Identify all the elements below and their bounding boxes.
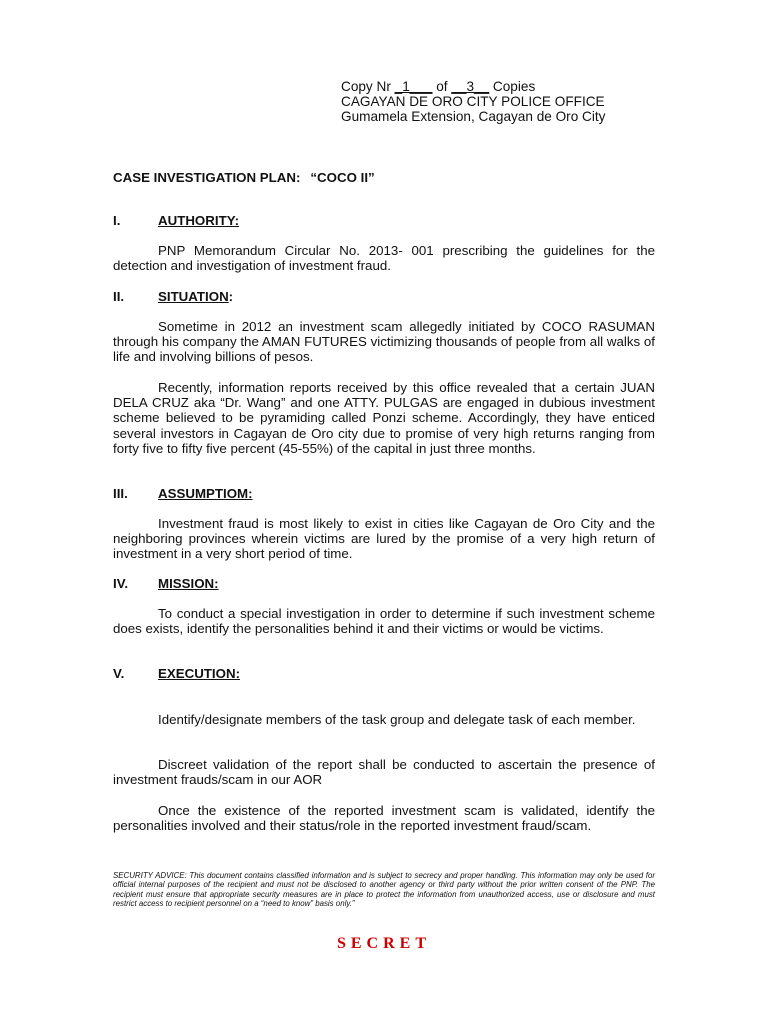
execution-paragraph-1: Identify/designate members of the task group and delegate task of each member. (158, 712, 636, 727)
situation-paragraph-2: Recently, information reports received by this office revealed that a certain JUAN DELA CRUZ aka “Dr. Wang” and one ATTY. PULGAS are engaged in dubious investment scheme believed to be pyramiding called Ponzi scheme. Accordingly, they have enticed several investors in Cagayan de Oro city due to promise of very high returns ranging from forty five to fifty five percent (45-55%) of the capital in just three months. (113, 380, 655, 456)
office-name: CAGAYAN DE ORO CITY POLICE OFFICE (341, 94, 605, 109)
case-title (113, 170, 375, 185)
section-heading-authority: I. AUTHORITY: (113, 213, 240, 228)
classification-marking: SECRET (336, 935, 432, 952)
section-heading-assumption: III. ASSUMPTIOM: (113, 486, 253, 501)
section-heading-execution: V. EXECUTION: (113, 666, 241, 681)
office-address: Gumamela Extension, Cagayan de Oro City (341, 109, 606, 124)
authority-paragraph: PNP Memorandum Circular No. 2013- 001 prescribing the guidelines for the detection and investigation of investment fraud. (113, 243, 655, 274)
assumption-paragraph: Investment fraud is most likely to exist in cities like Cagayan de Oro City and the neighboring provinces wherein victims are lured by the promise of a very high return of investment in a very short period of time. (113, 516, 655, 562)
copy-total: __3__ (451, 79, 490, 94)
security-advice: SECURITY ADVICE: This document contains classified information and is subject to secrecy and proper handling. This information may only be used for official internal purposes of the recipient and must not be disclosed to another agency or third party without the prior written consent of the PNP. The recipient must ensure that appropriate security measures are in place to protect the information from unauthorized access, use or disclosure and must restrict access to recipient personnel on a “need to know” basis only.” (113, 871, 655, 909)
case-label: CASE INVESTIGATION PLAN: (113, 170, 301, 185)
mission-paragraph: To conduct a special investigation in order to determine if such investment scheme does exists, identify the personalities behind it and their victims or would be victims. (113, 606, 655, 637)
situation-paragraph-1: Sometime in 2012 an investment scam allegedly initiated by COCO RASUMAN through his company the AMAN FUTURES victimizing thousands of people from all walks of life and involving billions of pesos. (113, 319, 655, 365)
document-header (341, 79, 605, 124)
execution-paragraph-2: Discreet validation of the report shall be conducted to ascertain the presence of investment frauds/scam in our AOR (113, 757, 655, 788)
section-heading-mission: IV. MISSION: (113, 576, 219, 591)
execution-paragraph-3: Once the existence of the reported investment scam is validated, identify the personalities involved and their status/role in the reported investment fraud/scam. (113, 803, 655, 834)
copy-number: _1___ (394, 79, 433, 94)
section-heading-situation: II. SITUATION: (113, 289, 234, 304)
case-code: “COCO II” (310, 170, 375, 185)
copy-number-line: Copy Nr _1___ of __3__ Copies (341, 79, 536, 94)
